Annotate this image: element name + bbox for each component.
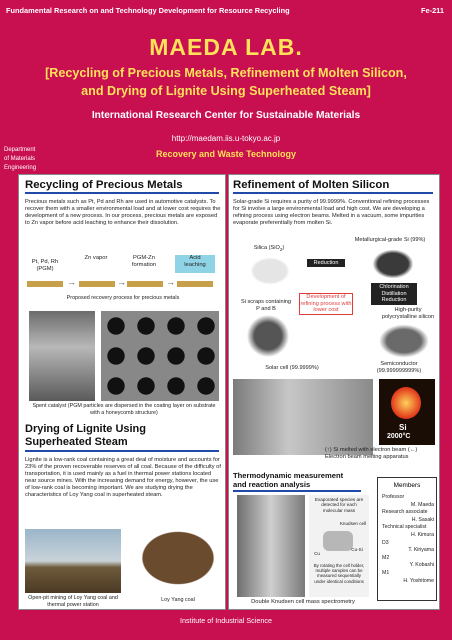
lab-url[interactable]: http://maedam.iis.u-tokyo.ac.jp (171, 134, 281, 143)
lignite-heading (25, 423, 219, 452)
coal-caption: Loy Yang coal (161, 597, 195, 603)
polysilicon-photo (377, 323, 431, 359)
silica-end: ) (282, 245, 285, 251)
subtitle-line-1: [Recycling of Precious Metals, Refinement of Molten Silicon, (45, 66, 407, 80)
left-panel (18, 174, 226, 610)
substrate-3 (127, 281, 163, 287)
knudsen-diagram (309, 495, 369, 597)
lignite-body: Lignite is a low-rank coal containing a great deal of moisture and accounts for 23% of the proven recoverable reserves of all coal. Because of the difficulty of transportation, it is used mainly as a fuel in thermal power stations located near source mines. With the increasing demand for energy, however, the use of low-rank coal is becoming important. We are studying drying the characteristics of Loy Yang coal in superheated steam. (25, 457, 221, 498)
member-name: Y. Kobashi (409, 562, 434, 569)
loy-yang-coal-photo (133, 525, 223, 591)
molten-glow (391, 387, 421, 419)
member-role: M2 (382, 554, 390, 561)
development-label: Development of refining process with lower cost (300, 294, 352, 314)
dept-line: Department (4, 147, 36, 153)
scraps-label: Si scraps containing P and B (240, 299, 292, 312)
catalyst-caption: Spent catalyst (PGM particles are dispersed in the coating layer on substrate with a honeycomb structure) (32, 403, 216, 416)
poster-code: Fe-211 (420, 6, 444, 15)
thermo-heading-line-1: Thermodynamic measurement (233, 471, 344, 480)
member-role: D3 (382, 539, 389, 546)
formation-label: formation (131, 261, 157, 268)
recovery-heading: Recovery and Waste Technology (155, 149, 297, 159)
lignite-heading-line-1: Drying of Lignite Using (25, 423, 146, 435)
chlorination-label: Chlorination (379, 284, 409, 290)
silica-text: Silica (SiO (253, 245, 280, 251)
member-role: Professor (382, 494, 405, 500)
silicon-heading: Refinement of Molten Silicon (233, 179, 433, 194)
silica-label (239, 245, 299, 254)
ebeam-apparatus-photo (233, 379, 373, 455)
temperature-label: 2000°C (387, 433, 411, 440)
knudsen-caption: Double Knudsen cell mass spectrometry (251, 599, 355, 605)
cusi-label: Cu-Si (351, 547, 363, 552)
member-name: T. Kiriyama (408, 547, 434, 554)
reduction-box: Reduction (307, 259, 345, 267)
silicon-body: Solar-grade Si requires a purity of 99.9999%. Conventional refining processes for Si involve a large environmental load and high cost. We are developing a refining process using electron beams. Melted in a vacuum, some impurities evaporate preferentially from molten Si. (233, 199, 430, 226)
si-label: Si (399, 423, 407, 432)
pgm-label: Pt, Pd, Rh (31, 259, 59, 265)
right-panel (228, 174, 440, 610)
process-caption: Proposed recovery process for precious metals (66, 295, 180, 301)
member-role: Research associate (382, 509, 428, 516)
silica-sub: 2 (279, 247, 283, 253)
cu-label: Cu (314, 551, 320, 556)
dept-line: Engineering (4, 165, 37, 171)
center-name: International Research Center for Sustainable Materials (91, 110, 361, 121)
member-name: H. Kimura (410, 531, 434, 538)
subtitle (10, 64, 442, 100)
mass-spectrometer-photo (237, 495, 305, 597)
arrow-right-icon: → (117, 277, 126, 287)
substrate-2 (79, 281, 115, 287)
dept-line: of Materials (4, 156, 36, 162)
solar-cell-label: Solar cell (99.9999%) (265, 365, 319, 371)
acid-box (175, 255, 215, 273)
member-role: Technical specialist (382, 524, 427, 531)
scraps-photo (243, 313, 293, 359)
members-box (377, 477, 437, 601)
leaching-label: leaching (184, 261, 206, 268)
process-diagram (25, 253, 221, 293)
header-text: Fundamental Research on and Technology Development for Resource Recycling (6, 6, 290, 15)
precious-heading: Recycling of Precious Metals (25, 179, 219, 194)
members-list (382, 494, 434, 585)
silica-photo (247, 255, 293, 287)
metallurgical-si-photo (369, 247, 417, 281)
chlorination-box (371, 283, 417, 305)
evaporated-note: Evaporated species are detected for each molecular mass (314, 497, 364, 513)
member-name: M. Maeda (410, 501, 434, 508)
molten-si-photo (379, 379, 435, 445)
high-purity-label: High-purity polycrystalline silicon (381, 307, 435, 320)
thermo-heading (233, 471, 361, 492)
distillation-label: Distillation (381, 290, 407, 297)
top-bar (0, 0, 452, 20)
arrow-right-icon: → (67, 277, 76, 287)
ebeam-caption: (↑) Si melted with electron beam (←) Electron beam melting apparatus (325, 447, 418, 460)
honeycomb-photo (101, 311, 219, 401)
acid-label: Acid (189, 255, 201, 261)
member-name: H. Sasaki (411, 516, 434, 523)
power-station-photo (25, 529, 121, 593)
power-station-caption: Open-pit mining of Loy Yang coal and thermal power station (28, 595, 118, 608)
zn-label: Zn vapor (84, 255, 108, 261)
catalyst-photo (29, 311, 95, 401)
semiconductor-label: Semiconductor (99.999999999%) (376, 361, 422, 374)
precious-body: Precious metals such as Pt, Pd and Rh are used in automotive catalysts. To recover them with a smaller environmental load and at lower cost requires the development of a new process. In our process, precious metals are exposed to Zn vapor before acid leaching to enhance their dissolution. (25, 199, 221, 226)
rotation-note: By rotating the cell holder, multiple samples can be measured sequentially under identical conditions (313, 563, 365, 584)
substrate-4 (177, 281, 213, 287)
substrate-1 (27, 281, 63, 287)
thermo-heading-line-2: and reaction analysis (233, 480, 311, 489)
member-role: M1 (382, 569, 390, 576)
members-title: Members (393, 482, 421, 489)
pgmzn-label: PGM-Zn (133, 255, 155, 261)
subtitle-line-2: and Drying of Lignite Using Superheated Steam] (81, 84, 371, 98)
arrow-right-icon: → (166, 277, 175, 287)
knudsen-label: Knudsen cell (339, 521, 367, 526)
lignite-heading-line-2: Superheated Steam (25, 436, 128, 448)
member-name: H. Yoshitome (403, 577, 434, 584)
pgm-abbrev: (PGM) (36, 265, 54, 272)
reduction-label: Reduction (381, 297, 407, 304)
metallurgical-label: Metallurgical-grade Si (99%) (354, 237, 426, 243)
footer: Institute of Industrial Science (180, 616, 272, 625)
lab-title: MAEDA LAB. (149, 34, 303, 60)
